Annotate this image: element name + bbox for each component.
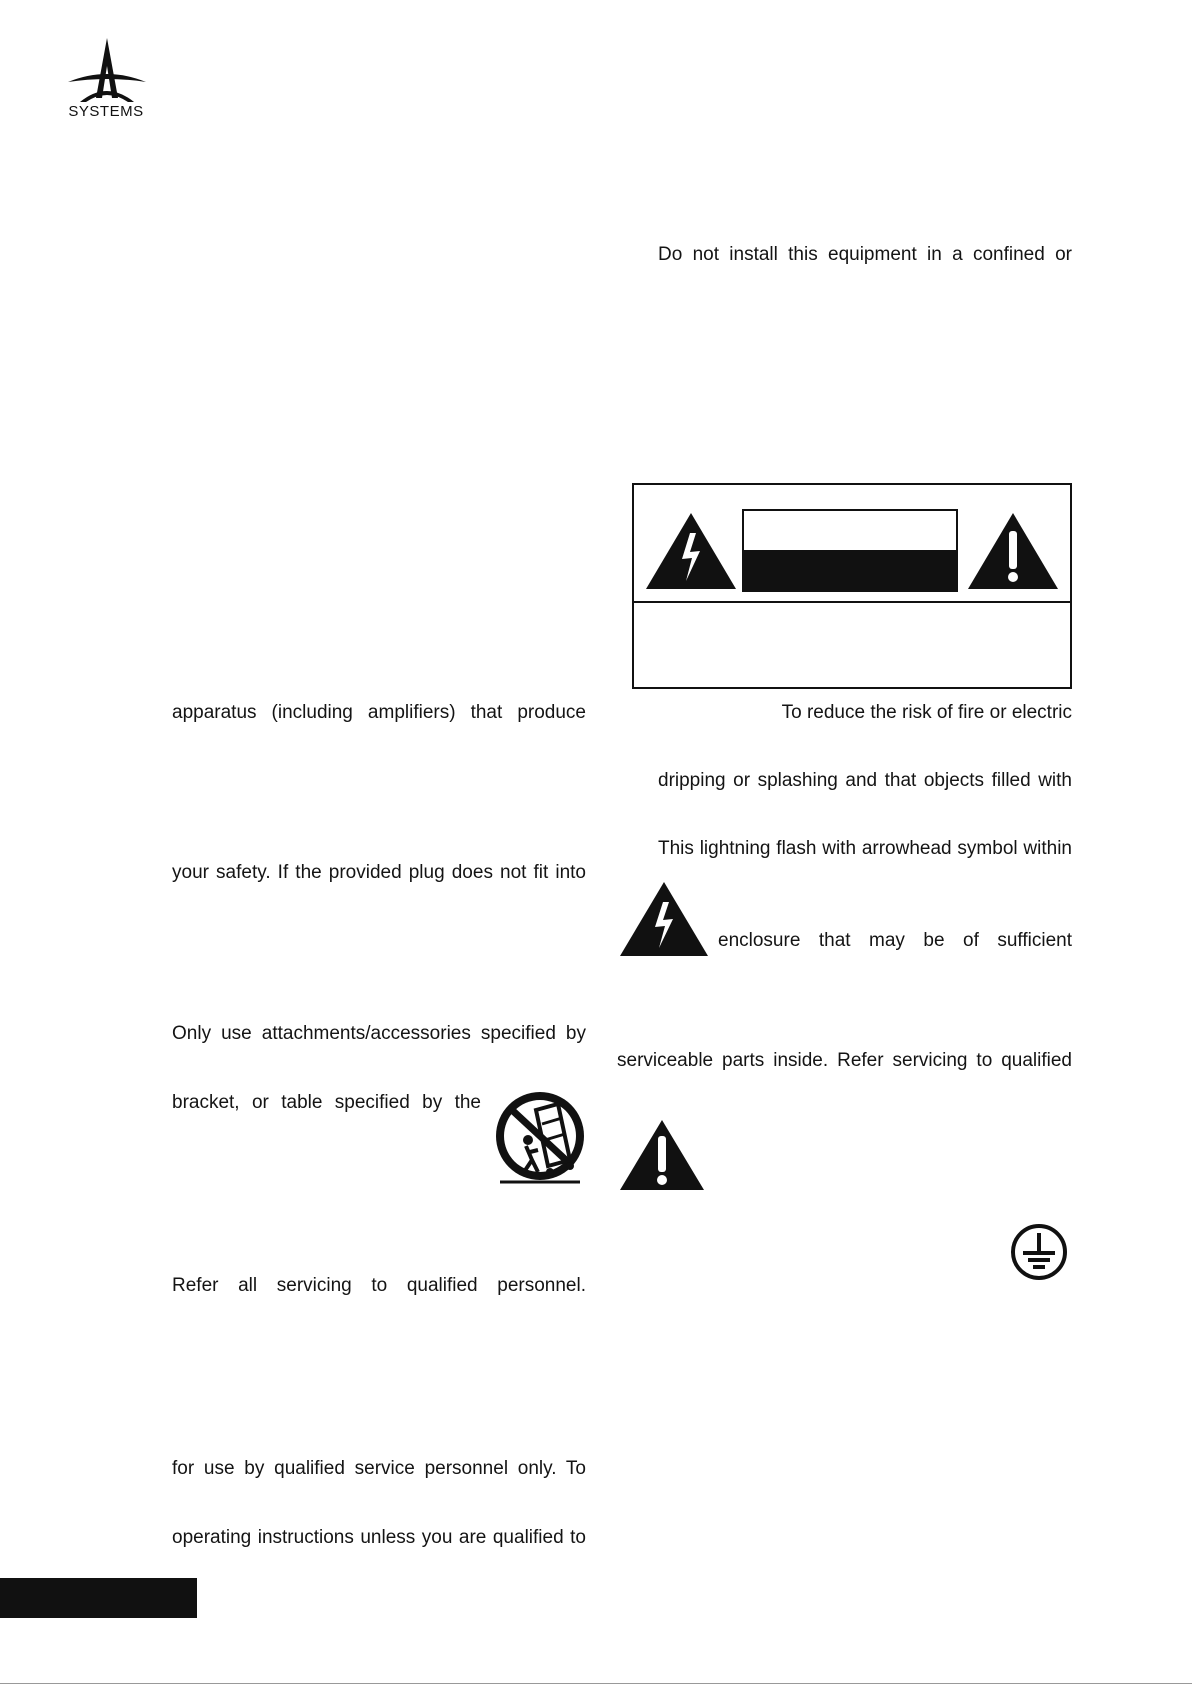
left-line-5: Refer all servicing to qualified personnel. [172,1275,586,1296]
exclamation-triangle-icon [966,511,1060,591]
bottom-rule [0,1683,1192,1684]
lightning-triangle-icon [644,511,738,591]
warning-label-box [632,483,1072,689]
left-line-2: your safety. If the provided plug does not fit into [172,862,586,883]
right-line-2: To reduce the risk of fire or electric [781,702,1072,723]
right-line-4: This lightning flash with arrowhead symbol within [658,838,1072,859]
protective-earth-icon [1010,1223,1068,1281]
a-systems-logo-icon [66,36,148,106]
right-line-3: dripping or splashing and that objects filled with [658,770,1072,791]
left-line-1: apparatus (including amplifiers) that produce [172,702,586,723]
lightning-triangle-icon [618,880,710,958]
left-line-7: operating instructions unless you are qualified to [172,1527,586,1548]
right-line-6: serviceable parts inside. Refer servicing to qualified [617,1050,1072,1071]
right-line-5: enclosure that may be of sufficient [718,930,1072,951]
right-line-1: Do not install this equipment in a confined or [658,244,1072,265]
left-line-4: bracket, or table specified by the [172,1092,481,1113]
warning-label-bar [744,550,956,590]
logo-text: SYSTEMS [68,103,144,120]
left-line-3: Only use attachments/accessories specified by [172,1023,586,1044]
warning-label-panel [742,509,958,592]
exclamation-triangle-icon [618,1118,706,1192]
footer-bar [0,1578,197,1618]
left-line-6: for use by qualified service personnel only. To [172,1458,586,1479]
cart-tip-over-icon [492,1090,588,1186]
warning-box-divider [634,601,1070,603]
